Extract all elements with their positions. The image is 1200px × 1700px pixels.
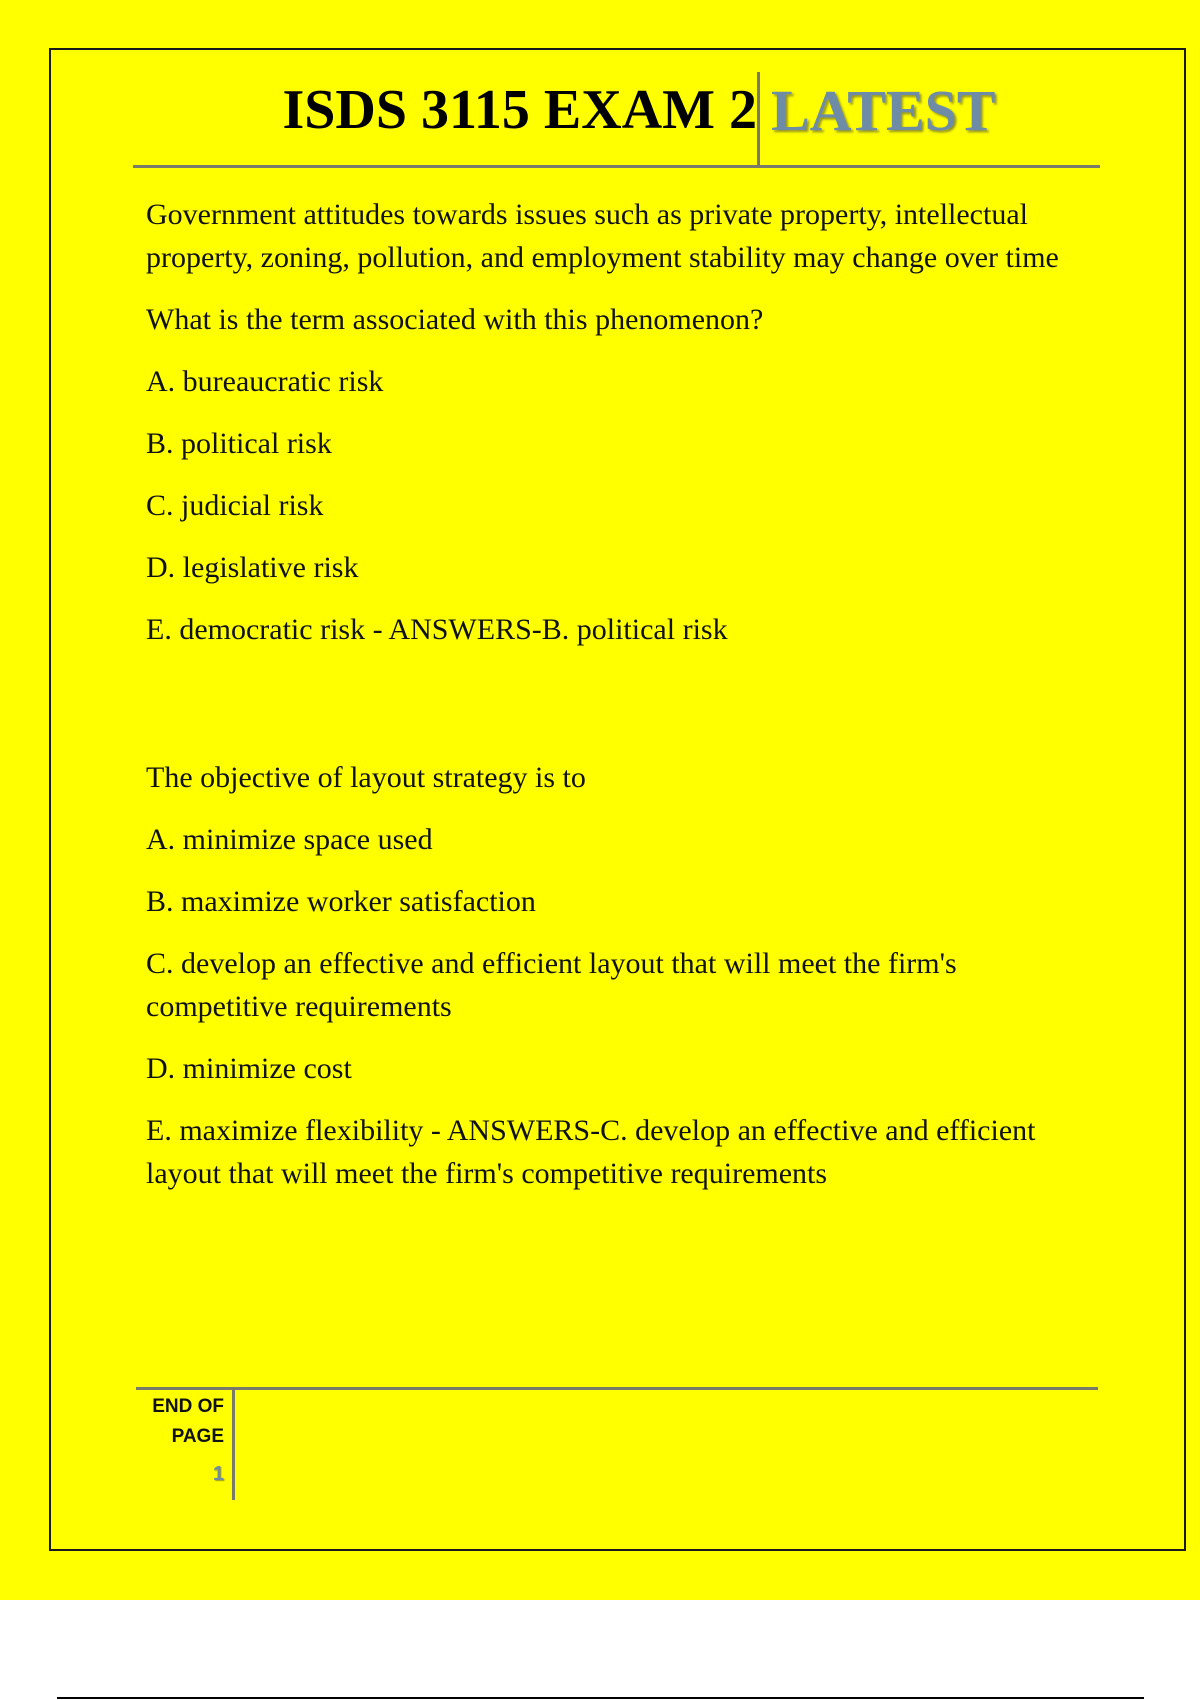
question-1-prompt: What is the term associated with this phenomenon? xyxy=(146,303,764,336)
document-header xyxy=(133,72,1100,168)
question-2-option-e-answer: E. maximize flexibility - ANSWERS-C. develop an effective and efficient layout that will meet the firm's competitive requirements xyxy=(146,1114,1036,1190)
question-1-option-b: B. political risk xyxy=(146,427,332,460)
footer-label xyxy=(128,1392,224,1452)
bottom-rule xyxy=(57,1697,1144,1699)
question-1-option-a: A. bureaucratic risk xyxy=(146,365,384,398)
question-2-stem: The objective of layout strategy is to xyxy=(146,761,586,794)
question-1-option-d: D. legislative risk xyxy=(146,551,359,584)
question-1-option-e-answer: E. democratic risk - ANSWERS-B. political risk xyxy=(146,613,728,646)
footer-line-1: END OF xyxy=(152,1396,224,1417)
title-divider xyxy=(757,72,760,168)
question-2-option-a: A. minimize space used xyxy=(146,823,433,856)
title-accent-word: LATEST xyxy=(771,78,996,143)
document-body xyxy=(146,193,1076,1214)
question-2-option-d: D. minimize cost xyxy=(146,1052,352,1085)
question-spacer xyxy=(146,670,1076,756)
footer-rule xyxy=(136,1387,1098,1390)
question-1-option-c: C. judicial risk xyxy=(146,489,324,522)
question-2-option-b: B. maximize worker satisfaction xyxy=(146,885,536,918)
page-title: ISDS 3115 EXAM 2 xyxy=(282,79,757,141)
footer-divider xyxy=(232,1390,235,1500)
question-2-option-c: C. develop an effective and efficient layout that will meet the firm's competitive requirements xyxy=(146,947,957,1023)
question-1-stem: Government attitudes towards issues such as private property, intellectual property, zoning, pollution, and employment stability may change over time xyxy=(146,198,1059,274)
page-number: 1 xyxy=(212,1463,224,1485)
footer-line-2: PAGE xyxy=(171,1426,224,1447)
